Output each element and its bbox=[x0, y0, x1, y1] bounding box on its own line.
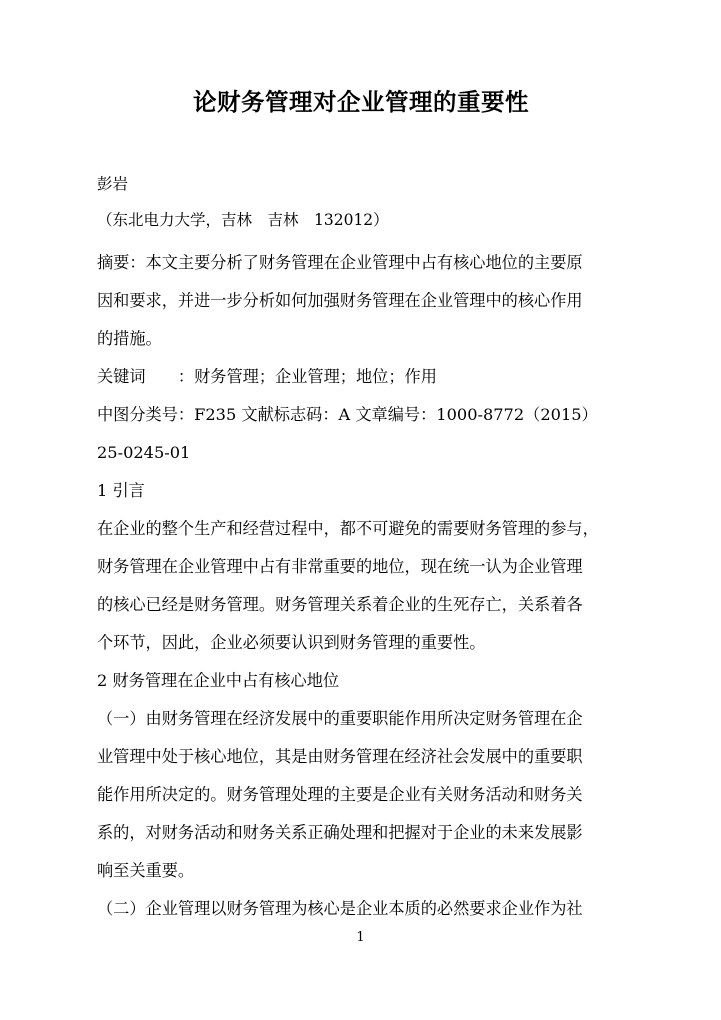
author-affiliation: （东北电力大学，吉林 吉林 132012） bbox=[97, 211, 389, 229]
text-line: 摘要：本文主要分析了财务管理在企业管理中占有核心地位的主要原 bbox=[97, 253, 583, 272]
text-line: 能作用所决定的。财务管理处理的主要是企业有关财务活动和财务关 bbox=[97, 785, 583, 804]
keywords-line: 关键词 ：财务管理；企业管理；地位；作用 bbox=[97, 367, 437, 386]
body-text bbox=[97, 244, 627, 928]
text-line: （一）由财务管理在经济发展中的重要职能作用所决定财务管理在企 bbox=[97, 709, 583, 728]
text-line: 响至关重要。 bbox=[97, 861, 195, 880]
text-line: 业管理中处于核心地位，其是由财务管理在经济社会发展中的重要职 bbox=[97, 747, 583, 766]
page-title: 论财务管理对企业管理的重要性 bbox=[193, 88, 529, 116]
text-line: 因和要求，并进一步分析如何加强财务管理在企业管理中的核心作用 bbox=[97, 291, 583, 310]
author-name: 彭岩 bbox=[97, 175, 129, 193]
text-line: 财务管理在企业管理中占有非常重要的地位，现在统一认为企业管理 bbox=[97, 557, 583, 576]
page-number: 1 bbox=[356, 930, 365, 945]
classification-line: 中图分类号：F235 文献标志码：A 文章编号：1000-8772（2015） bbox=[97, 405, 598, 424]
text-line: 的措施。 bbox=[97, 329, 162, 348]
text-line: 的核心已经是财务管理。财务管理关系着企业的生死存亡，关系着各 bbox=[97, 595, 583, 614]
text-line: 个环节，因此，企业必须要认识到财务管理的重要性。 bbox=[97, 633, 486, 652]
section-heading-2: 2 财务管理在企业中占有核心地位 bbox=[97, 671, 340, 690]
section-heading-1: 1 引言 bbox=[97, 481, 145, 500]
text-line: 在企业的整个生产和经营过程中，都不可避免的需要财务管理的参与， bbox=[97, 519, 599, 538]
text-line: 系的，对财务活动和财务关系正确处理和把握对于企业的未来发展影 bbox=[97, 823, 583, 842]
text-line: （二）企业管理以财务管理为核心是企业本质的必然要求企业作为社 bbox=[97, 899, 583, 918]
article-number-line: 25-0245-01 bbox=[97, 443, 191, 462]
